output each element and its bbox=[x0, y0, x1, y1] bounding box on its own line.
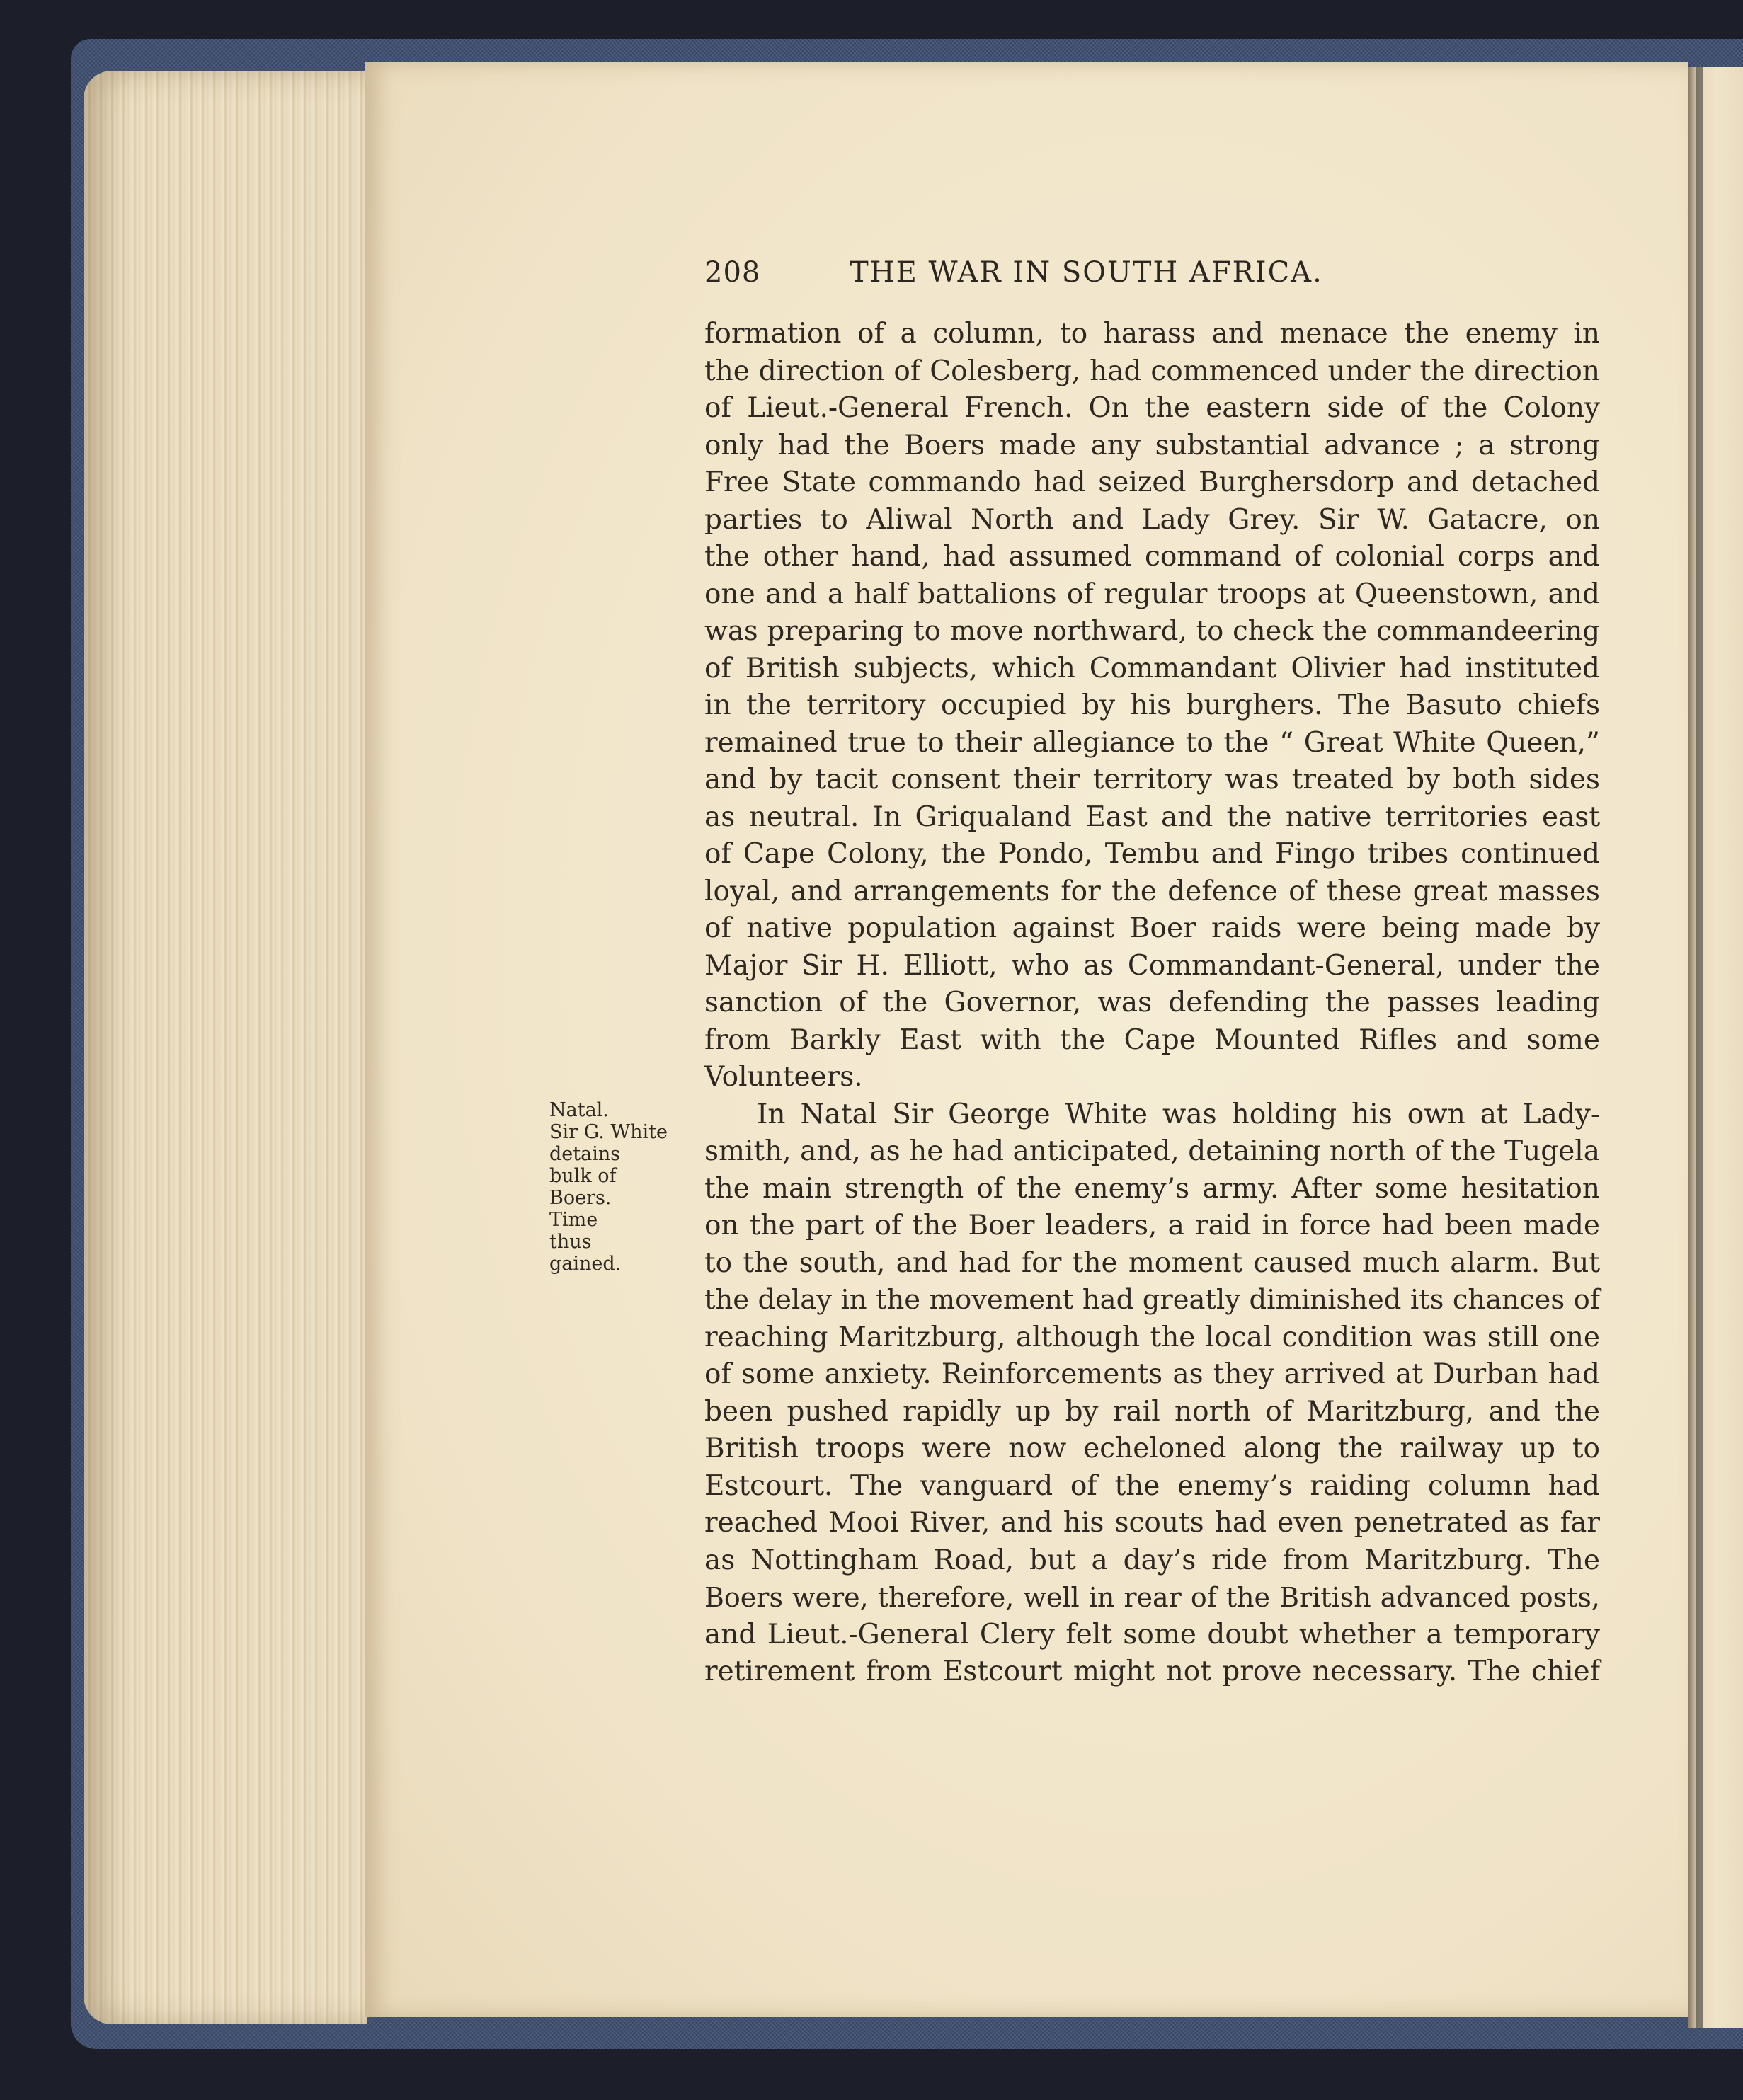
text-line: of Cape Colony, the Pondo, Tembu and Fingo tribes continued bbox=[704, 838, 1600, 870]
text-line: the main strength of the enemy’s army. After some hesitation bbox=[704, 1172, 1600, 1205]
text-line: the delay in the movement had greatly diminished its chances of bbox=[704, 1284, 1600, 1316]
text-line: in the territory occupied by his burghers. The Basuto chiefs bbox=[704, 689, 1600, 721]
margin-note-line: bulk of bbox=[549, 1165, 617, 1187]
margin-note-line: thus bbox=[549, 1231, 592, 1253]
text-line: loyal, and arrangements for the defence of these great masses bbox=[704, 875, 1600, 907]
text-line: British troops were now echeloned along the railway up to bbox=[704, 1433, 1600, 1464]
text-line: Free State commando had seized Burghersdorp and detached bbox=[704, 466, 1600, 498]
text-line: was preparing to move northward, to check the commandeering bbox=[704, 615, 1600, 647]
facing-page-edge bbox=[1688, 67, 1743, 2028]
text-line: from Barkly East with the Cape Mounted Rifles and some bbox=[704, 1023, 1600, 1056]
text-line: of Lieut.-General French. On the eastern side of the Colony bbox=[704, 392, 1600, 424]
text-line: on the part of the Boer leaders, a raid in force had been made bbox=[704, 1210, 1600, 1241]
text-line: and Lieut.-General Clery felt some doubt whether a temporary bbox=[704, 1618, 1600, 1651]
margin-note-line: detains bbox=[549, 1143, 621, 1165]
text-line: reaching Maritzburg, although the local condition was still one bbox=[704, 1321, 1600, 1353]
margin-note bbox=[549, 1099, 691, 1275]
text-line: Volunteers. bbox=[704, 1061, 863, 1093]
text-line: as Nottingham Road, but a day’s ride from Maritzburg. The bbox=[704, 1544, 1600, 1576]
text-line: Major Sir H. Elliott, who as Commandant-General, under the bbox=[704, 949, 1600, 982]
text-line: and by tacit consent their territory was treated by both sides bbox=[704, 764, 1600, 796]
margin-note-line: Boers. bbox=[549, 1187, 612, 1209]
margin-note-line: gained. bbox=[549, 1253, 622, 1275]
text-line: the direction of Colesberg, had commenced under the direction bbox=[704, 355, 1600, 387]
body-text bbox=[704, 316, 1600, 1691]
page-header bbox=[704, 256, 1596, 299]
text-line: Estcourt. The vanguard of the enemy’s raiding column had bbox=[704, 1469, 1600, 1502]
text-line: remained true to their allegiance to the “ Great White Queen,” bbox=[704, 726, 1600, 759]
text-line: the other hand, had assumed command of colonial corps and bbox=[704, 541, 1600, 573]
text-line: sanction of the Governor, was defending the passes leading bbox=[704, 987, 1600, 1019]
text-line: parties to Aliwal North and Lady Grey. Sir W. Gatacre, on bbox=[704, 503, 1600, 536]
text-line: of native population against Boer raids were being made by bbox=[704, 912, 1600, 944]
text-line: retirement from Estcourt might not prove necessary. The chief bbox=[704, 1656, 1600, 1687]
text-line: reached Mooi River, and his scouts had even penetrated as far bbox=[704, 1507, 1600, 1539]
margin-note-line: Natal. bbox=[549, 1099, 609, 1121]
text-line: as neutral. In Griqualand East and the native territories east bbox=[704, 801, 1600, 833]
gutter-shadow bbox=[1696, 67, 1703, 2028]
margin-note-line: Time bbox=[549, 1209, 598, 1231]
text-line: Boers were, therefore, well in rear of the British advanced posts, bbox=[704, 1582, 1600, 1613]
text-line: In Natal Sir George White was holding his own at Lady- bbox=[757, 1098, 1600, 1130]
text-line: smith, and, as he had anticipated, detaining north of the Tugela bbox=[704, 1135, 1600, 1167]
text-line: only had the Boers made any substantial advance ; a strong bbox=[704, 429, 1600, 461]
text-line: formation of a column, to harass and menace the enemy in bbox=[704, 318, 1600, 350]
text-line: one and a half battalions of regular troops at Queenstown, and bbox=[704, 578, 1600, 610]
text-line: been pushed rapidly up by rail north of Maritzburg, and the bbox=[704, 1395, 1600, 1428]
page-edges bbox=[84, 71, 367, 2024]
margin-note-line: Sir G. White bbox=[549, 1121, 668, 1143]
text-line: of British subjects, which Commandant Olivier had instituted bbox=[704, 652, 1600, 684]
text-line: of some anxiety. Reinforcements as they arrived at Durban had bbox=[704, 1358, 1600, 1390]
running-head: THE WAR IN SOUTH AFRICA. bbox=[850, 256, 1323, 289]
text-line: to the south, and had for the moment caused much alarm. But bbox=[704, 1246, 1600, 1279]
page-number: 208 bbox=[704, 256, 761, 289]
